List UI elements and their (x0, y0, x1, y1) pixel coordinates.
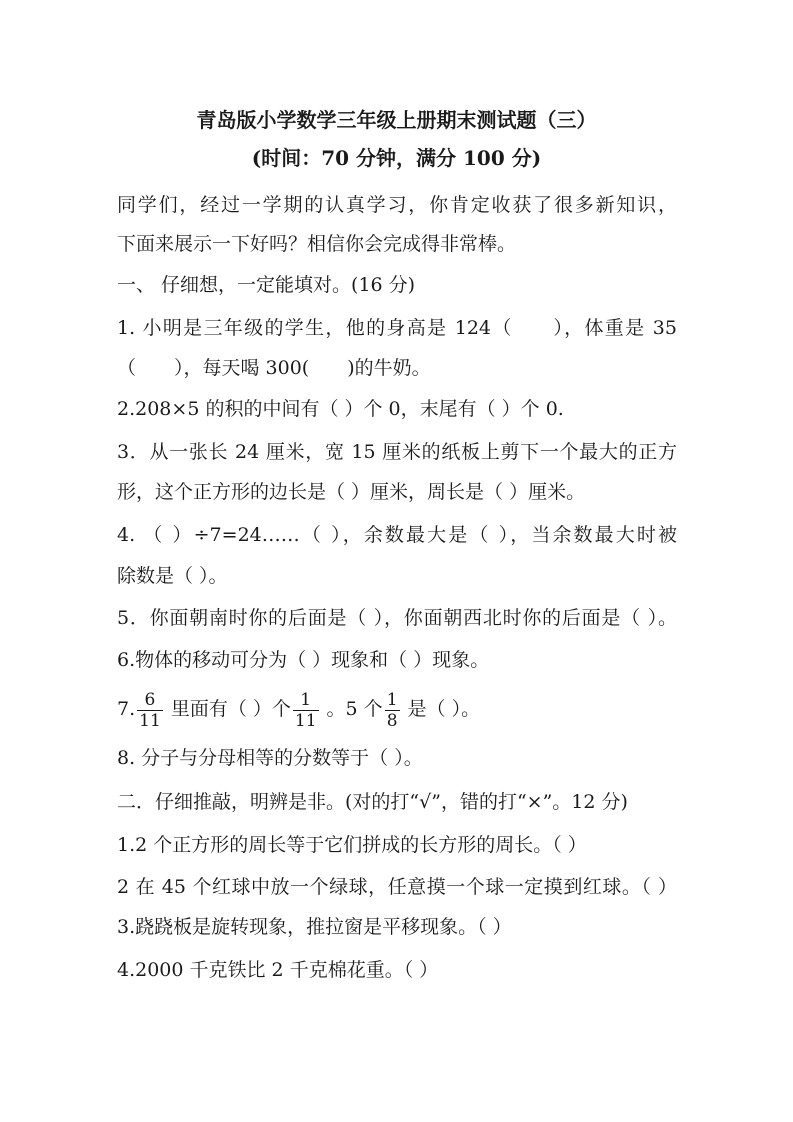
judge-item-2: 2 在 45 个红球中放一个绿球，任意摸一个球一定摸到红球。（ ） (117, 876, 677, 898)
numerator: 1 (300, 689, 312, 710)
q7-text-1: 里面有（ ）个 (164, 698, 291, 720)
denominator: 11 (294, 710, 317, 731)
judge-item-1: 1.2 个正方形的周长等于它们拼成的长方形的周长。（ ） (117, 834, 587, 856)
question-1-line-1: 1. 小明是三年级的学生，他的身高是 124（ ），体重是 35 (117, 317, 677, 339)
question-3-line-1: 3．从一张长 24 厘米，宽 15 厘米的纸板上剪下一个最大的正方 (117, 441, 677, 463)
question-5: 5．你面朝南时你的后面是（ ），你面朝西北时你的后面是（ ）。 (117, 607, 677, 629)
question-2: 2.208×5 的积的中间有（ ）个 0，末尾有（ ）个 0. (117, 398, 564, 420)
page-subtitle: (时间：70 分钟，满分 100 分) (251, 146, 542, 170)
question-7 (117, 686, 677, 732)
question-8: 8. 分子与分母相等的分数等于（ ）。 (117, 747, 423, 769)
q7-prefix: 7. (117, 698, 136, 720)
question-6: 6.物体的移动可分为（ ）现象和（ ）现象。 (117, 649, 490, 671)
denominator: 8 (386, 710, 398, 731)
q7-text-2: 。5 个 (320, 698, 383, 720)
section1-heading: 一、 仔细想，一定能填对。(16 分) (117, 274, 416, 296)
section2-heading: 二．仔细推敲，明辨是非。(对的打“√”，错的打“×”。12 分) (117, 791, 628, 813)
fraction-6-11 (137, 690, 163, 731)
q7-suffix: 是（ ）。 (401, 698, 481, 720)
numerator: 1 (386, 689, 398, 710)
intro-line-2: 下面来展示一下好吗？相信你会完成得非常棒。 (117, 233, 517, 255)
intro-line-1: 同学们，经过一学期的认真学习，你肯定收获了很多新知识， (117, 194, 677, 216)
numerator: 6 (144, 689, 156, 710)
question-4-line-1: 4. （ ）÷7=24……（ ），余数最大是（ ），当余数最大时被 (117, 524, 677, 546)
judge-item-4: 4.2000 千克铁比 2 千克棉花重。（ ） (117, 959, 439, 981)
denominator: 11 (139, 710, 161, 731)
fraction-1-11 (293, 690, 319, 731)
question-4-line-2: 除数是（ ）。 (117, 565, 228, 587)
fraction-1-8 (385, 690, 400, 731)
page-title: 青岛版小学数学三年级上册期末测试题（三） (196, 108, 597, 132)
question-3-line-2: 形，这个正方形的边长是（ ）厘米，周长是（ ）厘米。 (117, 481, 586, 503)
question-1-line-2: （ ），每天喝 300( )的牛奶。 (117, 357, 431, 379)
judge-item-3: 3.跷跷板是旋转现象，推拉窗是平移现象。（ ） (117, 916, 512, 938)
